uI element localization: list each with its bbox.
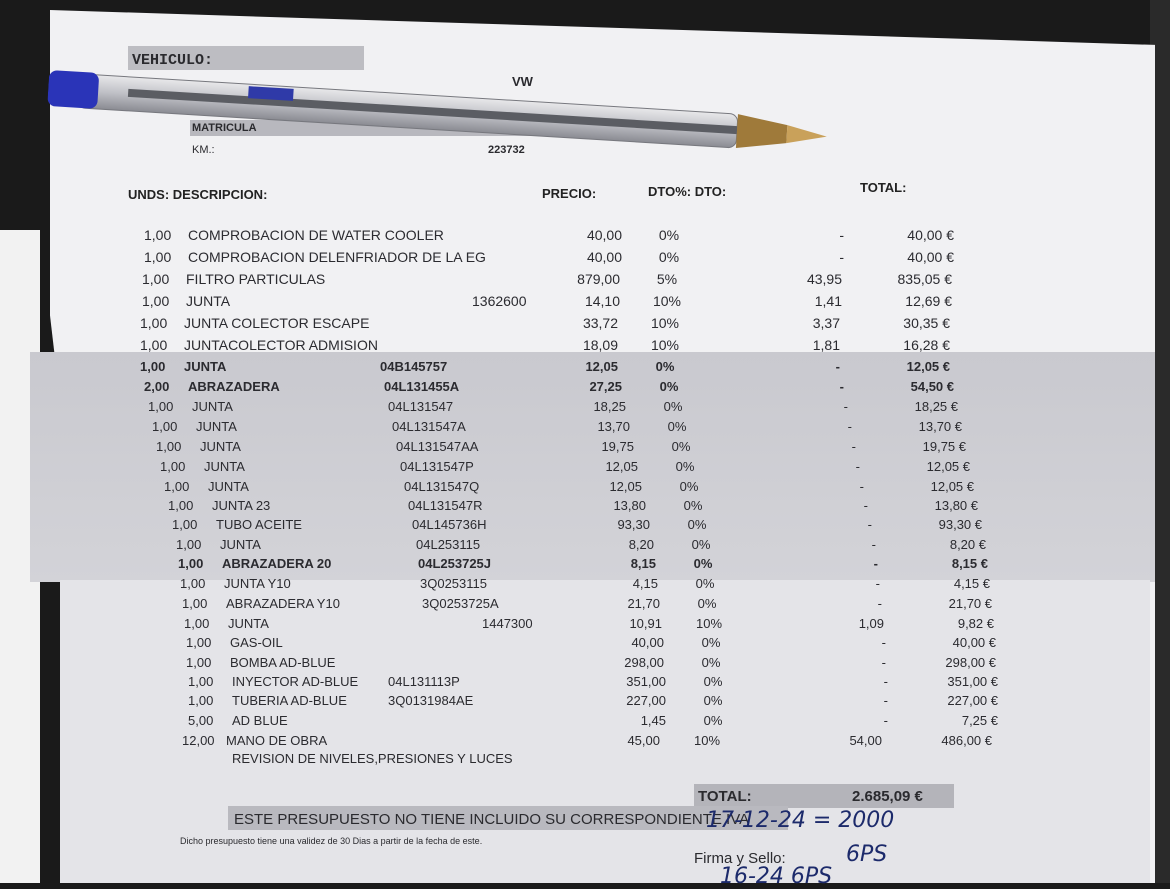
table-row bbox=[140, 359, 970, 379]
row-desc: COMPROBACION DE WATER COOLER bbox=[188, 227, 444, 243]
row-desc: FILTRO PARTICULAS bbox=[186, 271, 326, 287]
row-discount: 54,00 bbox=[849, 733, 882, 748]
row-desc: JUNTA bbox=[196, 419, 237, 434]
row-price: 40,00 bbox=[586, 227, 622, 243]
row-total: 54,50 € bbox=[910, 379, 954, 394]
row-desc: JUNTA bbox=[228, 616, 269, 631]
row-ref: 04L253725J bbox=[418, 556, 492, 571]
row-desc: TUBERIA AD-BLUE bbox=[232, 693, 347, 708]
row-qty: 1,00 bbox=[188, 674, 214, 689]
row-total: 351,00 € bbox=[947, 674, 998, 689]
row-ref: 04L131455A bbox=[384, 379, 460, 394]
table-row bbox=[184, 616, 994, 636]
row-discount: 3,37 bbox=[812, 315, 840, 331]
table-row bbox=[160, 459, 978, 479]
row-price: 1,45 bbox=[640, 713, 666, 728]
row-price: 4,15 bbox=[632, 576, 658, 591]
row-discount: 1,81 bbox=[812, 337, 840, 353]
row-ref: 1447300 bbox=[482, 616, 533, 631]
row-total: 12,05 € bbox=[926, 459, 970, 474]
revision-note: REVISION DE NIVELES,PRESIONES Y LUCES bbox=[232, 751, 513, 766]
row-qty: 1,00 bbox=[148, 399, 174, 414]
handwritten-date-amount: 17-12-24 = 2000 bbox=[706, 808, 895, 833]
table-row bbox=[140, 337, 970, 357]
row-desc: GAS-OIL bbox=[230, 635, 283, 650]
row-desc: ABRAZADERA bbox=[188, 379, 280, 394]
handwritten-initials: 6PS bbox=[846, 842, 888, 867]
row-discount: - bbox=[883, 713, 888, 728]
iva-notice: ESTE PRESUPUESTO NO TIENE INCLUIDO SU CORRESPONDIENTE IVA bbox=[234, 811, 750, 828]
row-qty: 1,00 bbox=[140, 315, 168, 331]
row-qty: 1,00 bbox=[172, 517, 198, 532]
row-discount-pct: 5% bbox=[656, 271, 678, 287]
row-price: 40,00 bbox=[631, 635, 664, 650]
row-desc: JUNTA bbox=[204, 459, 245, 474]
row-qty: 1,00 bbox=[140, 337, 168, 353]
row-price: 227,00 bbox=[626, 693, 666, 708]
row-price: 13,70 bbox=[597, 419, 630, 434]
row-desc: AD BLUE bbox=[232, 713, 288, 728]
row-desc: JUNTA bbox=[192, 399, 233, 414]
row-ref: 3Q0253725A bbox=[422, 596, 499, 611]
row-qty: 1,00 bbox=[142, 271, 170, 287]
row-total: 486,00 € bbox=[941, 733, 992, 748]
row-total: 40,00 € bbox=[952, 635, 996, 650]
row-discount-pct: 0% bbox=[687, 517, 707, 532]
row-total: 13,80 € bbox=[934, 498, 978, 513]
row-price: 27,25 bbox=[589, 379, 622, 394]
row-qty: 1,00 bbox=[144, 249, 172, 265]
row-discount: 43,95 bbox=[806, 271, 842, 287]
row-qty: 1,00 bbox=[152, 419, 178, 434]
row-price: 12,05 bbox=[585, 359, 618, 374]
row-price: 298,00 bbox=[624, 655, 664, 670]
table-row bbox=[144, 227, 974, 247]
row-price: 19,75 bbox=[601, 439, 634, 454]
table-row bbox=[182, 596, 992, 616]
row-total: 8,15 € bbox=[951, 556, 988, 571]
row-price: 879,00 bbox=[577, 271, 620, 287]
row-qty: 1,00 bbox=[168, 498, 194, 513]
row-total: 298,00 € bbox=[945, 655, 996, 670]
row-qty: 2,00 bbox=[144, 379, 170, 394]
row-discount-pct: 0% bbox=[683, 498, 703, 513]
row-discount-pct: 0% bbox=[695, 576, 715, 591]
table-row bbox=[142, 293, 972, 313]
row-discount-pct: 0% bbox=[663, 399, 683, 414]
row-ref: 04L131113P bbox=[388, 674, 460, 689]
row-desc: JUNTA Y10 bbox=[224, 576, 291, 591]
row-ref: 04L131547P bbox=[400, 459, 474, 474]
row-discount: - bbox=[835, 359, 840, 374]
row-discount: - bbox=[881, 655, 886, 670]
row-discount-pct: 10% bbox=[695, 616, 723, 631]
row-price: 8,20 bbox=[628, 537, 654, 552]
row-ref: 3Q0253115 bbox=[420, 576, 487, 591]
table-row bbox=[186, 655, 996, 675]
table-row bbox=[188, 674, 998, 694]
row-total: 12,05 € bbox=[906, 359, 950, 374]
row-desc: JUNTA bbox=[208, 479, 249, 494]
row-discount-pct: 0% bbox=[658, 249, 680, 265]
row-total: 40,00 € bbox=[907, 249, 954, 265]
row-price: 40,00 bbox=[586, 249, 622, 265]
table-row bbox=[172, 517, 982, 537]
row-discount-pct: 0% bbox=[703, 713, 723, 728]
row-desc: COMPROBACION DELENFRIADOR DE LA EG bbox=[188, 249, 486, 265]
row-discount-pct: 10% bbox=[650, 315, 680, 331]
row-qty: 12,00 bbox=[182, 733, 215, 748]
row-ref: 3Q0131984AE bbox=[388, 693, 474, 708]
row-ref: 04L131547R bbox=[408, 498, 483, 513]
row-qty: 5,00 bbox=[188, 713, 214, 728]
row-discount: - bbox=[851, 439, 856, 454]
table-row bbox=[182, 733, 992, 753]
row-discount: - bbox=[839, 249, 844, 265]
row-total: 9,82 € bbox=[957, 616, 994, 631]
table-row bbox=[188, 693, 998, 713]
column-header-qty-desc: UNDS: DESCRIPCION: bbox=[128, 187, 268, 202]
row-price: 12,05 bbox=[609, 479, 642, 494]
row-ref: 04L253115 bbox=[416, 537, 481, 552]
row-total: 19,75 € bbox=[922, 439, 966, 454]
row-ref: 04L145736H bbox=[412, 517, 487, 532]
row-price: 21,70 bbox=[627, 596, 660, 611]
row-total: 8,20 € bbox=[949, 537, 986, 552]
row-total: 13,70 € bbox=[918, 419, 962, 434]
row-discount: - bbox=[883, 674, 888, 689]
row-price: 8,15 bbox=[630, 556, 656, 571]
row-price: 351,00 bbox=[626, 674, 666, 689]
row-discount: - bbox=[867, 517, 872, 532]
row-discount: - bbox=[847, 419, 852, 434]
brand-value: VW bbox=[512, 74, 533, 89]
table-row bbox=[168, 498, 976, 518]
row-discount: 1,09 bbox=[858, 616, 884, 631]
row-price: 14,10 bbox=[584, 293, 620, 309]
row-discount-pct: 0% bbox=[703, 693, 723, 708]
row-discount: - bbox=[871, 537, 876, 552]
row-total: 16,28 € bbox=[903, 337, 950, 353]
table-row bbox=[180, 576, 990, 596]
signature-label: Firma y Sello: bbox=[694, 850, 786, 867]
row-qty: 1,00 bbox=[140, 359, 166, 374]
row-total: 12,05 € bbox=[930, 479, 974, 494]
row-price: 33,72 bbox=[582, 315, 618, 331]
row-total: 835,05 € bbox=[897, 271, 952, 287]
table-row bbox=[176, 537, 986, 557]
handwritten-extra-line: 16-24 6PS bbox=[720, 864, 833, 889]
row-qty: 1,00 bbox=[182, 596, 208, 611]
row-desc: MANO DE OBRA bbox=[226, 733, 328, 748]
row-qty: 1,00 bbox=[180, 576, 206, 591]
total-value: 2.685,09 € bbox=[852, 788, 923, 805]
table-row bbox=[142, 271, 972, 291]
row-qty: 1,00 bbox=[156, 439, 182, 454]
row-price: 18,09 bbox=[582, 337, 618, 353]
row-discount-pct: 0% bbox=[701, 635, 721, 650]
table-row bbox=[144, 379, 974, 399]
row-total: 93,30 € bbox=[938, 517, 982, 532]
row-desc: JUNTA 23 bbox=[212, 498, 271, 513]
row-desc: JUNTA bbox=[186, 293, 231, 309]
row-desc: JUNTA COLECTOR ESCAPE bbox=[184, 315, 370, 331]
row-price: 10,91 bbox=[629, 616, 662, 631]
row-discount: - bbox=[859, 479, 864, 494]
row-discount: - bbox=[883, 693, 888, 708]
column-header-price: PRECIO: bbox=[542, 186, 597, 201]
row-price: 93,30 bbox=[617, 517, 650, 532]
row-qty: 1,00 bbox=[188, 693, 214, 708]
row-total: 18,25 € bbox=[914, 399, 958, 414]
row-qty: 1,00 bbox=[186, 635, 212, 650]
row-discount: - bbox=[855, 459, 860, 474]
total-label: TOTAL: bbox=[698, 788, 752, 805]
row-discount-pct: 10% bbox=[693, 733, 721, 748]
row-discount-pct: 10% bbox=[652, 293, 682, 309]
row-qty: 1,00 bbox=[142, 293, 170, 309]
column-header-total: TOTAL: bbox=[860, 180, 907, 195]
row-discount-pct: 0% bbox=[703, 674, 723, 689]
row-total: 12,69 € bbox=[905, 293, 952, 309]
row-total: 7,25 € bbox=[961, 713, 998, 728]
row-desc: ABRAZADERA 20 bbox=[222, 556, 332, 571]
row-discount: 1,41 bbox=[814, 293, 842, 309]
table-row bbox=[140, 315, 970, 335]
row-total: 21,70 € bbox=[948, 596, 992, 611]
row-desc: JUNTA bbox=[200, 439, 241, 454]
row-ref: 04B145757 bbox=[380, 359, 448, 374]
row-qty: 1,00 bbox=[160, 459, 186, 474]
row-qty: 1,00 bbox=[176, 537, 202, 552]
row-discount: - bbox=[877, 596, 882, 611]
row-discount: - bbox=[863, 498, 868, 513]
row-discount-pct: 10% bbox=[650, 337, 680, 353]
row-qty: 1,00 bbox=[164, 479, 190, 494]
row-discount-pct: 0% bbox=[655, 359, 675, 374]
row-qty: 1,00 bbox=[186, 655, 212, 670]
plate-label: MATRICULA bbox=[192, 122, 257, 134]
row-total: 40,00 € bbox=[907, 227, 954, 243]
row-price: 12,05 bbox=[605, 459, 638, 474]
table-row bbox=[152, 419, 978, 439]
table-row bbox=[148, 399, 978, 419]
km-value: 223732 bbox=[488, 144, 525, 156]
table-row bbox=[186, 635, 996, 655]
row-discount: - bbox=[873, 556, 878, 571]
row-discount: - bbox=[843, 399, 848, 414]
row-price: 18,25 bbox=[593, 399, 626, 414]
row-desc: ABRAZADERA Y10 bbox=[226, 596, 340, 611]
row-discount-pct: 0% bbox=[701, 655, 721, 670]
row-discount: - bbox=[839, 379, 844, 394]
row-qty: 1,00 bbox=[144, 227, 172, 243]
table-row bbox=[156, 439, 978, 459]
row-ref: 1362600 bbox=[472, 293, 527, 309]
row-desc: JUNTACOLECTOR ADMISION bbox=[184, 337, 378, 353]
row-discount-pct: 0% bbox=[667, 419, 687, 434]
column-header-discount: DTO%: DTO: bbox=[648, 184, 727, 199]
row-discount-pct: 0% bbox=[659, 379, 679, 394]
row-desc: JUNTA bbox=[184, 359, 227, 374]
row-price: 13,80 bbox=[613, 498, 646, 513]
row-discount-pct: 0% bbox=[675, 459, 695, 474]
row-desc: BOMBA AD-BLUE bbox=[230, 655, 336, 670]
row-qty: 1,00 bbox=[184, 616, 210, 631]
row-discount-pct: 0% bbox=[679, 479, 699, 494]
row-discount: - bbox=[839, 227, 844, 243]
table-row bbox=[144, 249, 974, 269]
row-total: 4,15 € bbox=[953, 576, 990, 591]
row-desc: TUBO ACEITE bbox=[216, 517, 302, 532]
validity-notice: Dicho presupuesto tiene una validez de 30 Dias a partir de la fecha de este. bbox=[180, 836, 483, 846]
row-discount-pct: 0% bbox=[658, 227, 680, 243]
table-row bbox=[164, 479, 976, 499]
vehicle-section-label: VEHICULO: bbox=[132, 52, 214, 69]
row-price: 45,00 bbox=[627, 733, 660, 748]
row-total: 30,35 € bbox=[903, 315, 950, 331]
row-discount-pct: 0% bbox=[691, 537, 711, 552]
row-discount-pct: 0% bbox=[671, 439, 691, 454]
row-total: 227,00 € bbox=[947, 693, 998, 708]
row-qty: 1,00 bbox=[178, 556, 204, 571]
row-ref: 04L131547A bbox=[392, 419, 466, 434]
row-ref: 04L131547Q bbox=[404, 479, 480, 494]
row-ref: 04L131547 bbox=[388, 399, 454, 414]
row-discount: - bbox=[881, 635, 886, 650]
row-ref: 04L131547AA bbox=[396, 439, 479, 454]
row-discount-pct: 0% bbox=[697, 596, 717, 611]
table-row bbox=[188, 713, 998, 733]
row-desc: JUNTA bbox=[220, 537, 261, 552]
row-discount-pct: 0% bbox=[693, 556, 713, 571]
table-row bbox=[178, 556, 988, 576]
row-discount: - bbox=[875, 576, 880, 591]
km-label: KM.: bbox=[192, 144, 215, 156]
row-desc: INYECTOR AD-BLUE bbox=[232, 674, 359, 689]
